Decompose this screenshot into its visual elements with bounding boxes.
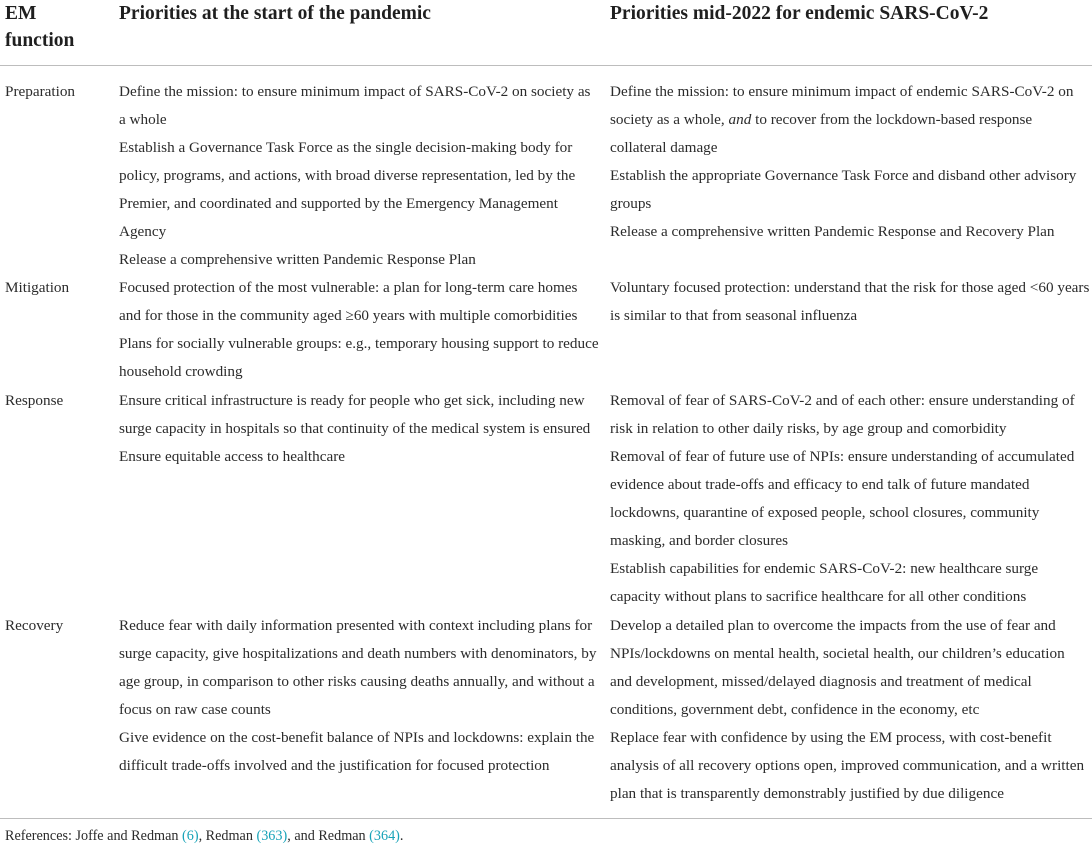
row-mid-cell <box>610 78 1090 246</box>
header-em-line1: EM <box>5 3 37 24</box>
mid-item: Establish the appropriate Governance Task Force and disband other advisory groups <box>610 167 1077 212</box>
footnote-text: . <box>399 828 404 844</box>
start-item: Give evidence on the cost-benefit balance of NPIs and lockdowns: explain the difficult trade-offs involved and the justification for focused protection <box>119 729 595 774</box>
mid-item-text: to recover from the lockdown-based response collateral damage <box>610 111 1033 156</box>
mid-item <box>610 78 1090 162</box>
row-mid-cell <box>610 387 1090 611</box>
start-item: Reduce fear with daily information presented with context including plans for surge capacity, give hospitalizations and death numbers with denominators, by age group, in comparison to other risks causing deaths annually, and without a focus on raw case counts <box>119 617 597 718</box>
row-function: Mitigation <box>5 279 70 296</box>
mid-item: Removal of fear of SARS-CoV-2 and of each other: ensure understanding of risk in relation to other daily risks, by age group and comorbidity <box>610 392 1075 437</box>
reference-link-364[interactable]: (364) <box>369 828 400 844</box>
row-function: Preparation <box>5 83 76 100</box>
header-em-line2: function <box>5 30 75 51</box>
mid-item: Removal of fear of future use of NPIs: ensure understanding of accumulated evidence about trade-offs and efficacy to end talk of future mandated lockdowns, quarantine of exposed people, school closures, community masking, and border closures <box>610 448 1075 549</box>
start-item: Focused protection of the most vulnerable: a plan for long-term care homes and for those in the community aged ≥60 years with multiple comorbidities <box>119 279 578 324</box>
row-function: Recovery <box>5 617 64 634</box>
row-mid-cell <box>610 274 1090 330</box>
mid-item: Establish capabilities for endemic SARS-CoV-2: new healthcare surge capacity without plans to sacrifice healthcare for all other conditions <box>610 560 1039 605</box>
reference-link-363[interactable]: (363) <box>256 828 288 844</box>
mid-item: Release a comprehensive written Pandemic Response and Recovery Plan <box>610 223 1055 240</box>
footnote-text: , and Redman <box>287 828 370 844</box>
row-function: Response <box>5 392 64 409</box>
header-start-priorities: Priorities at the start of the pandemic <box>119 3 431 24</box>
start-item: Ensure equitable access to healthcare <box>119 448 346 465</box>
start-item: Plans for socially vulnerable groups: e.g., temporary housing support to reduce household crowding <box>119 335 599 380</box>
row-start-cell <box>119 387 599 471</box>
start-item: Establish a Governance Task Force as the single decision-making body for policy, programs, and actions, with broad diverse representation, led by the Premier, and coordinated and supported by the Emergency Management Agency <box>119 139 576 240</box>
header-em-function <box>5 0 74 54</box>
header-rule <box>0 65 1092 66</box>
mid-item-text: Define the mission: to ensure minimum impact of endemic SARS-CoV-2 on society as a whole, <box>610 83 1074 128</box>
mid-item: Develop a detailed plan to overcome the impacts from the use of fear and NPIs/lockdowns on mental health, societal health, our children’s education and development, missed/delayed diagnosis and treatment of medical conditions, government debt, confidence in the economy, etc <box>610 617 1065 718</box>
footnote-text: References: Joffe and Redman <box>5 828 183 844</box>
start-item: Release a comprehensive written Pandemic Response Plan <box>119 251 476 268</box>
row-start-cell <box>119 612 599 780</box>
mid-item: Replace fear with confidence by using the EM process, with cost-benefit analysis of all recovery options open, improved communication, and a written plan that is transparently demonstrably justified by due diligence <box>610 729 1085 802</box>
row-start-cell <box>119 274 599 386</box>
mid-item-emphasis: and <box>728 111 752 128</box>
start-item: Ensure critical infrastructure is ready for people who get sick, including new surge capacity in hospitals so that continuity of the medical system is ensured <box>119 392 591 437</box>
mid-item: Voluntary focused protection: understand that the risk for those aged <60 years is similar to that from seasonal influenza <box>610 279 1090 324</box>
start-item: Define the mission: to ensure minimum impact of SARS-CoV-2 on society as a whole <box>119 83 591 128</box>
reference-link-6[interactable]: (6) <box>182 828 199 844</box>
row-start-cell <box>119 78 599 274</box>
table-bottom-rule <box>0 818 1092 819</box>
row-mid-cell <box>610 612 1090 808</box>
footnote-text: , Redman <box>198 828 257 844</box>
references-footnote <box>5 826 403 846</box>
header-mid-priorities: Priorities mid-2022 for endemic SARS-CoV-2 <box>610 3 989 24</box>
